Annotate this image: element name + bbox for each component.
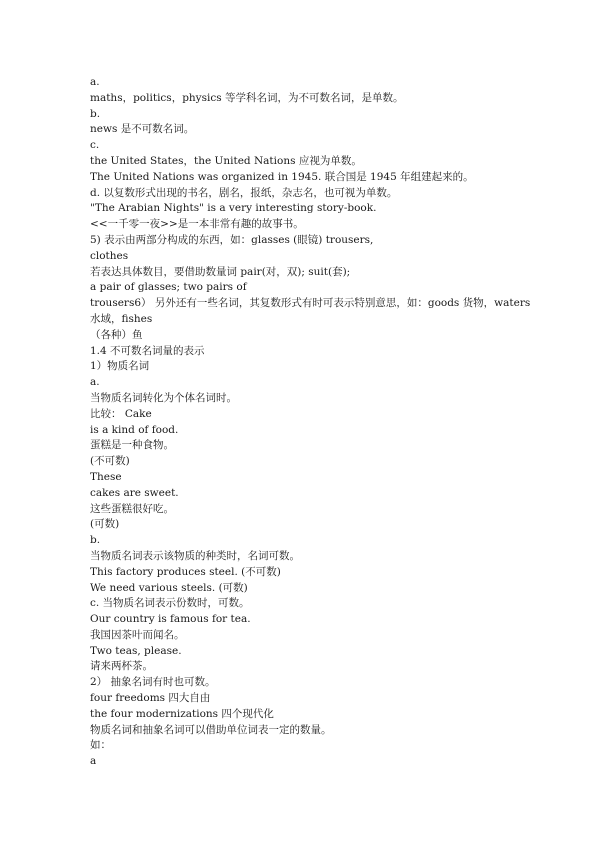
text-line: cakes are sweet. [90, 486, 179, 499]
text-line: news 是不可数名词。 [90, 123, 195, 136]
text-line: a [90, 755, 97, 768]
subsection-heading: 1）物质名词 [90, 360, 150, 373]
subsection-heading: 2） 抽象名词有时也可数。 [90, 676, 216, 689]
text-line: a pair of glasses; two pairs of [90, 281, 247, 294]
text-line: c. 当物质名词表示份数时，可数。 [90, 597, 250, 610]
text-line: The United Nations was organized in 1945. 联合国是 1945 年组建起来的。 [90, 170, 474, 183]
text-line: 5) 表示由两部分构成的东西，如：glasses (眼镜) trousers, [90, 233, 374, 246]
text-line: the four modernizations 四个现代化 [90, 707, 274, 720]
text-line: 比较： Cake [90, 407, 152, 420]
text-line: the United States，the United Nations 应视为单数。 [90, 154, 362, 167]
text-line: b. [90, 534, 101, 547]
text-line: four freedoms 四大自由 [90, 692, 211, 705]
text-line: 当物质名词转化为个体名词时。 [90, 391, 237, 404]
text-line: a. [90, 76, 100, 88]
text-line: 若表达具体数目，要借助数量词 pair(对，双); suit(套); [90, 265, 351, 278]
text-line: d. 以复数形式出现的书名，剧名，报纸，杂志名，也可视为单数。 [90, 186, 398, 199]
text-line: 当物质名词表示该物质的种类时，名词可数。 [90, 549, 300, 562]
text-line: 如： [90, 739, 111, 752]
text-line: <<一千零一夜>>是一本非常有趣的故事书。 [90, 218, 304, 231]
text-line: These [90, 470, 122, 483]
text-line: 物质名词和抽象名词可以借助单位词表一定的数量。 [90, 723, 332, 736]
text-line: a. [90, 376, 100, 389]
text-line: c. [90, 139, 100, 152]
text-line: clothes [90, 249, 129, 262]
text-line: Two teas, please. [90, 644, 182, 657]
text-line: b. [90, 107, 101, 120]
text-line: maths，politics，physics 等学科名词，为不可数名词，是单数。 [90, 91, 404, 104]
text-line: 请来两杯茶。 [90, 660, 153, 673]
text-line: 这些蛋糕很好吃。 [90, 502, 174, 515]
text-line: Our country is famous for tea. [90, 613, 251, 626]
text-line: This factory produces steel. (不可数) [90, 565, 281, 578]
text-line: We need various steels. (可数) [90, 581, 248, 594]
text-line: 水域，fishes [90, 312, 153, 325]
text-line: (不可数) [90, 455, 130, 468]
text-line: 我国因茶叶而闻名。 [90, 628, 185, 641]
text-line: "The Arabian Nights" is a very interesting story-book. [90, 202, 377, 215]
text-line: trousers6） 另外还有一些名词，其复数形式有时可表示特别意思，如：goods 货物，waters [90, 297, 531, 310]
section-heading: 1.4 不可数名词量的表示 [90, 344, 205, 357]
text-line: (可数) [90, 518, 120, 531]
document-body [90, 75, 550, 770]
text-line: is a kind of food. [90, 423, 179, 436]
text-line: （各种）鱼 [90, 328, 143, 341]
text-line: 蛋糕是一种食物。 [90, 439, 174, 452]
